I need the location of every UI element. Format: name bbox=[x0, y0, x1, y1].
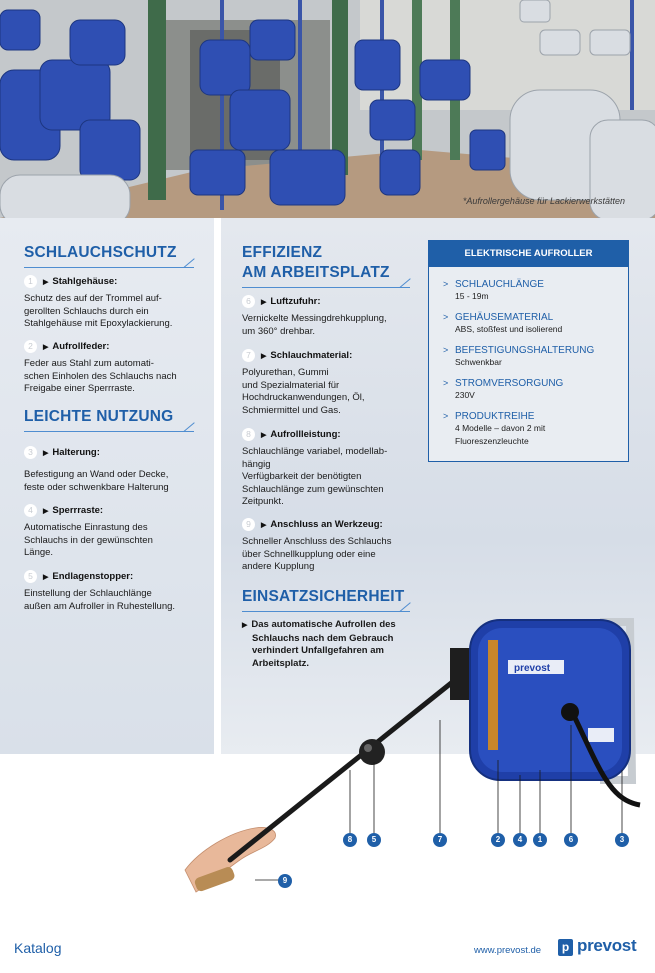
end-stopper bbox=[359, 739, 385, 765]
callout-6: 6 bbox=[564, 833, 578, 847]
item-9-text: Schneller Anschluss des Schlauchs über Schnellkupplung oder eine andere Kupplung bbox=[242, 536, 392, 572]
callout-2: 2 bbox=[491, 833, 505, 847]
spec-item-stromversorgung: > STROMVERSORGUNG 230V bbox=[443, 378, 564, 400]
header-photo bbox=[0, 0, 655, 218]
spec-item-schlauchlaenge: > SCHLAUCHLÄNGE 15 - 19m bbox=[443, 279, 544, 301]
spring-band bbox=[488, 640, 498, 750]
item-5-title: 5 ▶ Endlagenstopper: bbox=[24, 570, 133, 583]
svg-text:prevost: prevost bbox=[514, 663, 551, 674]
item-7-title: 7 ▶ Schlauchmaterial: bbox=[242, 349, 352, 362]
nutzung-heading: LEICHTE NUTZUNG bbox=[24, 408, 174, 425]
callout-9: 9 bbox=[278, 874, 292, 888]
sicherheit-heading: EINSATZSICHERHEIT bbox=[242, 588, 405, 605]
callout-8: 8 bbox=[343, 833, 357, 847]
item-2-text: Feder aus Stahl zum automati- schen Einholen des Schlauchs nach Freigabe einer Sperrraste. bbox=[24, 358, 177, 394]
paint-shop-photo bbox=[0, 0, 655, 218]
item-5-text: Einstellung der Schlauchlänge außen am Aufroller in Ruhestellung. bbox=[24, 588, 176, 612]
spec-item-produktreihe: > PRODUKTREIHE 4 Modelle – davon 2 mit Fluoreszenzleuchte bbox=[443, 411, 546, 446]
spec-item-befestigung: > BEFESTIGUNGSHALTERUNG Schwenkbar bbox=[443, 345, 595, 367]
callout-4: 4 bbox=[513, 833, 527, 847]
prevost-logo-icon: p bbox=[558, 939, 573, 956]
prevost-logo-text: prevost bbox=[577, 936, 637, 955]
item-2-title: 2 ▶ Aufrollfeder: bbox=[24, 340, 109, 353]
item-8-title: 8 ▶ Aufrollleistung: bbox=[242, 428, 341, 441]
item-7-text: Polyurethan, Gummi und Spezialmaterial für Hochdruckanwendungen, Öl, Schmiermittel und Gas. bbox=[242, 367, 365, 416]
item-4-text: Automatische Einrastung des Schlauchs in der gewünschten Länge. bbox=[24, 522, 153, 558]
hose-wand bbox=[230, 680, 455, 860]
effizienz-rule bbox=[242, 270, 410, 288]
item-6-title: 6 ▶ Luftzufuhr: bbox=[242, 295, 321, 308]
effizienz-heading-line1: EFFIZIENZ bbox=[242, 244, 323, 261]
item-1-text: Schutz des auf der Trommel auf- gerollten Schlauchs durch ein Stahlgehäuse mit Epoxylackierung. bbox=[24, 293, 173, 329]
item-1-title: 1 ▶ Stahlgehäuse: bbox=[24, 275, 117, 288]
effizienz-heading-line2: AM ARBEITSPLATZ bbox=[242, 264, 390, 281]
callout-3: 3 bbox=[615, 833, 629, 847]
schlauchschutz-heading: SCHLAUCHSCHUTZ bbox=[24, 244, 177, 261]
photo-caption: *Aufrollergehäuse für Lackierwerkstätten bbox=[462, 196, 625, 206]
schlauchschutz-rule bbox=[24, 250, 194, 268]
callout-7: 7 bbox=[433, 833, 447, 847]
spec-item-gehaeusematerial: > GEHÄUSEMATERIAL ABS, stoßfest und isolierend bbox=[443, 312, 563, 334]
item-3-title: 3 ▶ Halterung: bbox=[24, 446, 100, 459]
item-6-text: Vernickelte Messingdrehkupplung, um 360° drehbar. bbox=[242, 313, 387, 337]
nutzung-rule bbox=[24, 414, 194, 432]
item-8-text: Schlauchlänge variabel, modellab- hängig Verfügbarkeit der benötigten Schlauchlänge zum gewünschten Zeitpunkt. bbox=[242, 446, 388, 507]
callout-1: 1 bbox=[533, 833, 547, 847]
label-sticker bbox=[588, 728, 614, 742]
sicherheit-text: ▶ Das automatische Aufrollen des Schlauchs nach dem Gebrauch verhindert Unfallgefahren am Arbeitsplatz. bbox=[242, 619, 396, 669]
footer-catalog-label: Katalog bbox=[14, 940, 62, 956]
item-9-title: 9 ▶ Anschluss an Werkzeug: bbox=[242, 518, 383, 531]
hose-reel-diagram bbox=[0, 600, 655, 900]
item-4-title: 4 ▶ Sperrraste: bbox=[24, 504, 103, 517]
callout-5: 5 bbox=[367, 833, 381, 847]
spec-box bbox=[428, 240, 629, 462]
footer-url[interactable]: www.prevost.de bbox=[474, 945, 542, 956]
spec-header: ELEKTRISCHE AUFROLLER bbox=[429, 241, 628, 267]
item-3-text: Befestigung an Wand oder Decke, feste oder schwenkbare Halterung bbox=[24, 469, 169, 493]
